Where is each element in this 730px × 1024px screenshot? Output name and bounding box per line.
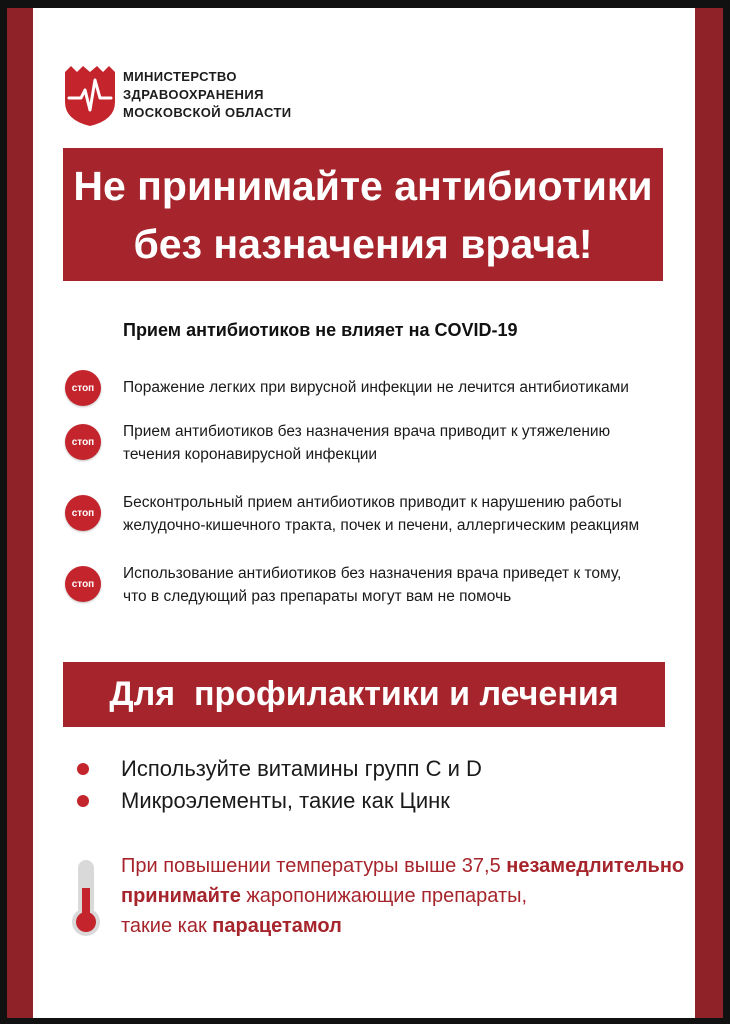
stop-item-line: что в следующий раз препараты могут вам не помочь: [123, 588, 512, 605]
stop-sign-icon: стоп: [65, 370, 101, 406]
list-item: [77, 753, 482, 785]
stop-item: [65, 491, 685, 537]
ministry-line: МИНИСТЕРСТВО: [123, 69, 237, 84]
advice-line: [121, 881, 684, 911]
prevention-banner: [63, 662, 665, 727]
list-item: [77, 785, 482, 817]
stop-sign-icon: стоп: [65, 495, 101, 531]
stop-item-text: [123, 562, 621, 608]
advice-text: такие как: [121, 915, 213, 937]
headline-line: без назначения врача!: [133, 220, 593, 267]
stop-item-line: Прием антибиотиков без назначения врача приводит к утяжелению: [123, 423, 611, 440]
left-border-stripe: [7, 8, 33, 1018]
thermometer-icon: [69, 858, 103, 938]
stop-item-text: [123, 420, 610, 466]
stop-sign-icon: стоп: [65, 566, 101, 602]
ministry-line: МОСКОВСКОЙ ОБЛАСТИ: [123, 105, 292, 120]
advice-line: [121, 911, 684, 941]
ministry-line: ЗДРАВООХРАНЕНИЯ: [123, 87, 264, 102]
stop-sign-icon: стоп: [65, 424, 101, 460]
prevention-title: Для профилактики и лечения: [109, 675, 619, 713]
prevention-list: [77, 753, 482, 817]
bullet-icon: [77, 763, 89, 775]
headline-line: Не принимайте антибиотики: [73, 162, 653, 209]
list-item-text: Используйте витамины групп С и D: [121, 756, 482, 781]
stop-item-line: течения коронавирусной инфекции: [123, 446, 378, 463]
shield-heartbeat-icon: [63, 62, 117, 128]
stop-item: [65, 370, 685, 406]
stop-item-line: Поражение легких при вирусной инфекции не лечится антибиотиками: [123, 379, 629, 396]
covid-subheading: Прием антибиотиков не влияет на COVID-19: [123, 320, 518, 340]
advice-emphasis: принимайте: [121, 885, 241, 907]
advice-text: жаропонижающие препараты,: [240, 885, 528, 907]
headline-banner: [63, 148, 663, 281]
stop-item-line: Бесконтрольный прием антибиотиков приводит к нарушению работы: [123, 494, 622, 511]
stop-item: [65, 420, 685, 466]
bullet-icon: [77, 795, 89, 807]
stop-item: [65, 562, 685, 608]
list-item-text: Микроэлементы, такие как Цинк: [121, 788, 450, 813]
advice-emphasis: парацетамол: [212, 915, 342, 937]
advice-line: [121, 851, 684, 881]
ministry-name: [123, 68, 292, 122]
stop-item-line: желудочно-кишечного тракта, почек и печени, аллергическим реакциям: [123, 517, 640, 534]
fever-advice: [121, 851, 684, 941]
right-border-stripe: [695, 8, 723, 1018]
stop-item-text: [123, 370, 629, 399]
stop-item-line: Использование антибиотиков без назначения врача приведет к тому,: [123, 565, 622, 582]
poster: [7, 8, 723, 1018]
stop-item-text: [123, 491, 639, 537]
advice-text: При повышении температуры выше 37,5: [121, 855, 507, 877]
advice-emphasis: незамедлительно: [506, 855, 685, 877]
